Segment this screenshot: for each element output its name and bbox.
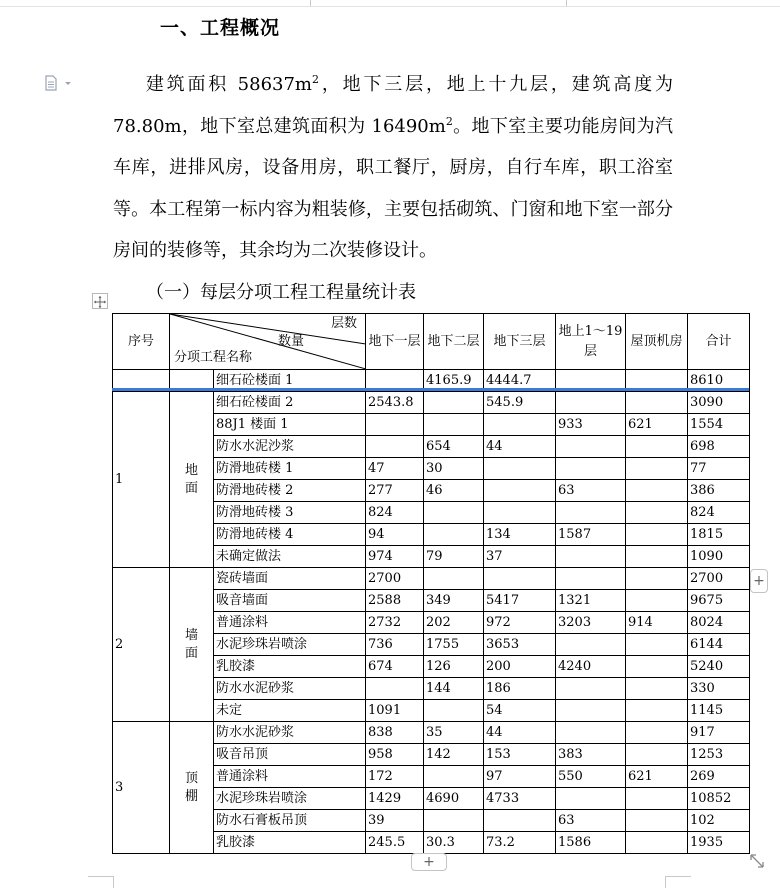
- cell-basement1[interactable]: 47: [366, 458, 424, 480]
- cell-basement3[interactable]: 44: [484, 722, 556, 744]
- cell-item-name[interactable]: 防水水泥砂浆: [214, 722, 366, 744]
- cell-basement2[interactable]: [424, 502, 484, 524]
- cell-above-ground[interactable]: 3203: [556, 612, 626, 634]
- cell-above-ground[interactable]: [556, 502, 626, 524]
- cell-roof[interactable]: [626, 480, 688, 502]
- header-col-above-ground: 地上1～19层: [556, 314, 626, 370]
- cell-category[interactable]: [170, 568, 214, 722]
- cell-item-name[interactable]: 未定: [214, 700, 366, 722]
- ruler-tick: [566, 0, 567, 6]
- margin-corner-mark: [113, 876, 114, 888]
- cell-basement3[interactable]: 186: [484, 678, 556, 700]
- header-item-name-label: 分项工程名称: [174, 350, 253, 365]
- cell-basement2[interactable]: 126: [424, 656, 484, 678]
- cell-basement2[interactable]: [424, 568, 484, 590]
- cell-item-name[interactable]: 防水水泥砂浆: [214, 678, 366, 700]
- ruler-tick: [310, 0, 311, 6]
- cell-basement3[interactable]: 153: [484, 744, 556, 766]
- cell-basement3[interactable]: 44: [484, 436, 556, 458]
- cell-basement1[interactable]: 2700: [366, 568, 424, 590]
- overview-paragraph: 建筑面积 $58637m^2$，地下三层，地上十九层，建筑高度为 78.80m，地下室总建筑面积为 $16490m^2$。地下室主要功能房间为汽车库，进排风房，设备用房，职工餐厅，厨房，自行车库，职工浴室等。本工程第一标内容为粗装修，主要包括砌筑、门窗和地下室一部分房间的装修等，其余均为二次装修设计。: [113, 73, 673, 261]
- cell-basement3[interactable]: 4733: [484, 788, 556, 810]
- cell-basement1[interactable]: 958: [366, 744, 424, 766]
- cell-total[interactable]: 698: [688, 436, 750, 458]
- cell-basement2[interactable]: [424, 700, 484, 722]
- cell-total[interactable]: 102: [688, 810, 750, 832]
- cell-item-name[interactable]: 防滑地砖楼 2: [214, 480, 366, 502]
- cell-item-name[interactable]: 防水水泥沙浆: [214, 436, 366, 458]
- cell-basement2[interactable]: [424, 524, 484, 546]
- page-top-edge: [0, 6, 780, 7]
- cell-basement3[interactable]: 4444.7: [484, 370, 556, 392]
- cell-total[interactable]: 77: [688, 458, 750, 480]
- cell-basement2[interactable]: 144: [424, 678, 484, 700]
- cell-item-name[interactable]: 细石砼楼面 1: [214, 370, 366, 392]
- header-col-total: 合计: [688, 314, 750, 370]
- cell-basement1[interactable]: 2732: [366, 612, 424, 634]
- cell-basement2[interactable]: 30: [424, 458, 484, 480]
- cell-basement3[interactable]: [484, 502, 556, 524]
- category-label: 墙面: [184, 627, 198, 661]
- cell-roof[interactable]: [626, 634, 688, 656]
- cell-basement3[interactable]: [484, 810, 556, 832]
- table-resize-icon[interactable]: [748, 852, 766, 870]
- cell-basement2[interactable]: 202: [424, 612, 484, 634]
- table-row: [113, 392, 750, 414]
- cell-category[interactable]: [170, 722, 214, 854]
- cell-roof[interactable]: [626, 832, 688, 854]
- cell-basement1[interactable]: 2543.8: [366, 392, 424, 414]
- margin-corner-mark: [665, 876, 666, 888]
- cell-item-name[interactable]: 防水石膏板吊顶: [214, 810, 366, 832]
- cell-above-ground[interactable]: 550: [556, 766, 626, 788]
- cell-above-ground[interactable]: 1587: [556, 524, 626, 546]
- cell-item-name[interactable]: 普通涂料: [214, 612, 366, 634]
- header-quantity-label: 数量: [278, 334, 305, 349]
- cell-above-ground[interactable]: 1321: [556, 590, 626, 612]
- cell-basement3[interactable]: 3653: [484, 634, 556, 656]
- cell-seq[interactable]: 1: [113, 392, 170, 568]
- cell-basement3[interactable]: 73.2: [484, 832, 556, 854]
- cell-basement1[interactable]: 172: [366, 766, 424, 788]
- cell-roof[interactable]: [626, 546, 688, 568]
- cell-above-ground[interactable]: 383: [556, 744, 626, 766]
- header-diagonal-cell: [170, 314, 366, 370]
- cell-basement1[interactable]: [366, 436, 424, 458]
- cell-basement2[interactable]: 4165.9: [424, 370, 484, 392]
- cell-basement3[interactable]: 5417: [484, 590, 556, 612]
- cell-basement3[interactable]: 200: [484, 656, 556, 678]
- cell-basement1[interactable]: 39: [366, 810, 424, 832]
- header-col-roof: 屋顶机房: [626, 314, 688, 370]
- category-label: 顶棚: [184, 770, 198, 804]
- cell-total[interactable]: 824: [688, 502, 750, 524]
- cell-basement2[interactable]: 142: [424, 744, 484, 766]
- table-title: （一）每层分项工程工程量统计表: [146, 282, 416, 303]
- cell-basement2[interactable]: 79: [424, 546, 484, 568]
- cell-item-name[interactable]: 乳胶漆: [214, 656, 366, 678]
- cell-basement1[interactable]: 1091: [366, 700, 424, 722]
- cell-item-name[interactable]: 防滑地砖楼 3: [214, 502, 366, 524]
- cell-total[interactable]: 8610: [688, 370, 750, 392]
- cell-roof[interactable]: [626, 700, 688, 722]
- cell-above-ground[interactable]: [556, 568, 626, 590]
- cell-item-name[interactable]: 吸音墙面: [214, 590, 366, 612]
- cell-basement2[interactable]: 654: [424, 436, 484, 458]
- add-row-button[interactable]: +: [411, 853, 447, 871]
- cell-total[interactable]: 1935: [688, 832, 750, 854]
- cell-basement2[interactable]: 46: [424, 480, 484, 502]
- cell-roof[interactable]: [626, 436, 688, 458]
- cell-basement3[interactable]: [484, 458, 556, 480]
- cell-roof[interactable]: 914: [626, 612, 688, 634]
- cell-total[interactable]: 1554: [688, 414, 750, 436]
- cell-above-ground[interactable]: 4240: [556, 656, 626, 678]
- table-row: [113, 568, 750, 590]
- cell-basement1[interactable]: 674: [366, 656, 424, 678]
- cell-basement3[interactable]: 37: [484, 546, 556, 568]
- cell-seq[interactable]: 2: [113, 568, 170, 722]
- add-column-button[interactable]: +: [750, 569, 768, 593]
- cell-above-ground[interactable]: 1586: [556, 832, 626, 854]
- cell-basement2[interactable]: 30.3: [424, 832, 484, 854]
- cell-basement2[interactable]: 35: [424, 722, 484, 744]
- cell-item-name[interactable]: 未确定做法: [214, 546, 366, 568]
- cell-item-name[interactable]: 水泥珍珠岩喷涂: [214, 788, 366, 810]
- header-col-basement3: 地下三层: [484, 314, 556, 370]
- header-col-basement1: 地下一层: [366, 314, 424, 370]
- cell-roof[interactable]: [626, 788, 688, 810]
- cell-roof[interactable]: 621: [626, 766, 688, 788]
- cell-basement3[interactable]: 97: [484, 766, 556, 788]
- cell-basement1[interactable]: 94: [366, 524, 424, 546]
- cell-above-ground[interactable]: 933: [556, 414, 626, 436]
- cell-basement2[interactable]: [424, 766, 484, 788]
- cell-item-name[interactable]: 88J1 楼面 1: [214, 414, 366, 436]
- table-row: [113, 722, 750, 744]
- cell-item-name[interactable]: 防滑地砖楼 4: [214, 524, 366, 546]
- cell-roof[interactable]: [626, 568, 688, 590]
- cell-total[interactable]: 6144: [688, 634, 750, 656]
- quantity-stats-table: [112, 313, 750, 854]
- cell-basement1[interactable]: 1429: [366, 788, 424, 810]
- cell-above-ground[interactable]: [556, 722, 626, 744]
- cell-basement1[interactable]: 277: [366, 480, 424, 502]
- cell-basement3[interactable]: [484, 568, 556, 590]
- cell-basement1[interactable]: 838: [366, 722, 424, 744]
- cell-item-name[interactable]: 普通涂料: [214, 766, 366, 788]
- cell-total[interactable]: 1090: [688, 546, 750, 568]
- cell-roof[interactable]: [626, 722, 688, 744]
- cell-total[interactable]: 2700: [688, 568, 750, 590]
- cell-basement1[interactable]: 824: [366, 502, 424, 524]
- cell-basement3[interactable]: 134: [484, 524, 556, 546]
- cell-above-ground[interactable]: 63: [556, 810, 626, 832]
- cell-basement3[interactable]: 54: [484, 700, 556, 722]
- cell-total[interactable]: 917: [688, 722, 750, 744]
- cell-above-ground[interactable]: [556, 436, 626, 458]
- table-header-row: [113, 314, 750, 370]
- margin-corner-mark: [665, 876, 691, 877]
- margin-corner-mark: [88, 876, 114, 877]
- cell-item-name[interactable]: 瓷砖墙面: [214, 568, 366, 590]
- cell-roof[interactable]: [626, 744, 688, 766]
- cell-basement1[interactable]: [366, 678, 424, 700]
- cell-roof[interactable]: [626, 678, 688, 700]
- cell-roof[interactable]: [626, 392, 688, 414]
- cell-basement3[interactable]: [484, 414, 556, 436]
- cell-basement3[interactable]: 972: [484, 612, 556, 634]
- cell-item-name[interactable]: 防滑地砖楼 1: [214, 458, 366, 480]
- cell-basement3[interactable]: 545.9: [484, 392, 556, 414]
- cell-total[interactable]: 1253: [688, 744, 750, 766]
- table-move-handle[interactable]: [92, 293, 108, 309]
- cell-item-name[interactable]: 吸音吊顶: [214, 744, 366, 766]
- cell-roof[interactable]: 621: [626, 414, 688, 436]
- cell-total[interactable]: 5240: [688, 656, 750, 678]
- cell-total[interactable]: 386: [688, 480, 750, 502]
- cell-basement2[interactable]: [424, 414, 484, 436]
- cell-roof[interactable]: [626, 502, 688, 524]
- cell-item-name[interactable]: 乳胶漆: [214, 832, 366, 854]
- cell-total[interactable]: 1815: [688, 524, 750, 546]
- cell-basement2[interactable]: [424, 392, 484, 414]
- cell-above-ground[interactable]: [556, 392, 626, 414]
- cell-basement2[interactable]: 349: [424, 590, 484, 612]
- header-seq: 序号: [113, 314, 170, 370]
- row-selection-indicator: [112, 388, 749, 391]
- cell-roof[interactable]: [626, 458, 688, 480]
- move-arrows-icon: [93, 295, 107, 309]
- cell-basement1[interactable]: 974: [366, 546, 424, 568]
- cell-above-ground[interactable]: [556, 788, 626, 810]
- cell-total[interactable]: 3090: [688, 392, 750, 414]
- cell-basement1[interactable]: [366, 414, 424, 436]
- cell-above-ground[interactable]: [556, 700, 626, 722]
- paragraph-menu-icon[interactable]: [44, 75, 74, 91]
- cell-basement1[interactable]: 245.5: [366, 832, 424, 854]
- cell-total[interactable]: 8024: [688, 612, 750, 634]
- cell-total[interactable]: 330: [688, 678, 750, 700]
- cell-above-ground[interactable]: [556, 458, 626, 480]
- cell-basement2[interactable]: 4690: [424, 788, 484, 810]
- cell-item-name[interactable]: 细石砼楼面 2: [214, 392, 366, 414]
- header-floor-label: 层数: [330, 316, 357, 331]
- cell-roof[interactable]: [626, 590, 688, 612]
- cell-above-ground[interactable]: [556, 546, 626, 568]
- cell-total[interactable]: 9675: [688, 590, 750, 612]
- cell-above-ground[interactable]: [556, 634, 626, 656]
- cell-roof[interactable]: [626, 810, 688, 832]
- cell-total[interactable]: 1145: [688, 700, 750, 722]
- cell-total[interactable]: 10852: [688, 788, 750, 810]
- cell-roof[interactable]: [626, 524, 688, 546]
- cell-basement1[interactable]: 2588: [366, 590, 424, 612]
- cell-basement3[interactable]: [484, 480, 556, 502]
- section-heading: 一、工程概况: [160, 17, 281, 39]
- cell-basement2[interactable]: 1755: [424, 634, 484, 656]
- cell-above-ground[interactable]: 63: [556, 480, 626, 502]
- cell-basement2[interactable]: [424, 810, 484, 832]
- cell-item-name[interactable]: 水泥珍珠岩喷涂: [214, 634, 366, 656]
- cell-seq[interactable]: 3: [113, 722, 170, 854]
- header-col-basement2: 地下二层: [424, 314, 484, 370]
- cell-roof[interactable]: [626, 656, 688, 678]
- category-label: 地面: [184, 462, 198, 496]
- cell-basement1[interactable]: 736: [366, 634, 424, 656]
- cell-category[interactable]: [170, 392, 214, 568]
- cell-total[interactable]: 269: [688, 766, 750, 788]
- cell-above-ground[interactable]: [556, 678, 626, 700]
